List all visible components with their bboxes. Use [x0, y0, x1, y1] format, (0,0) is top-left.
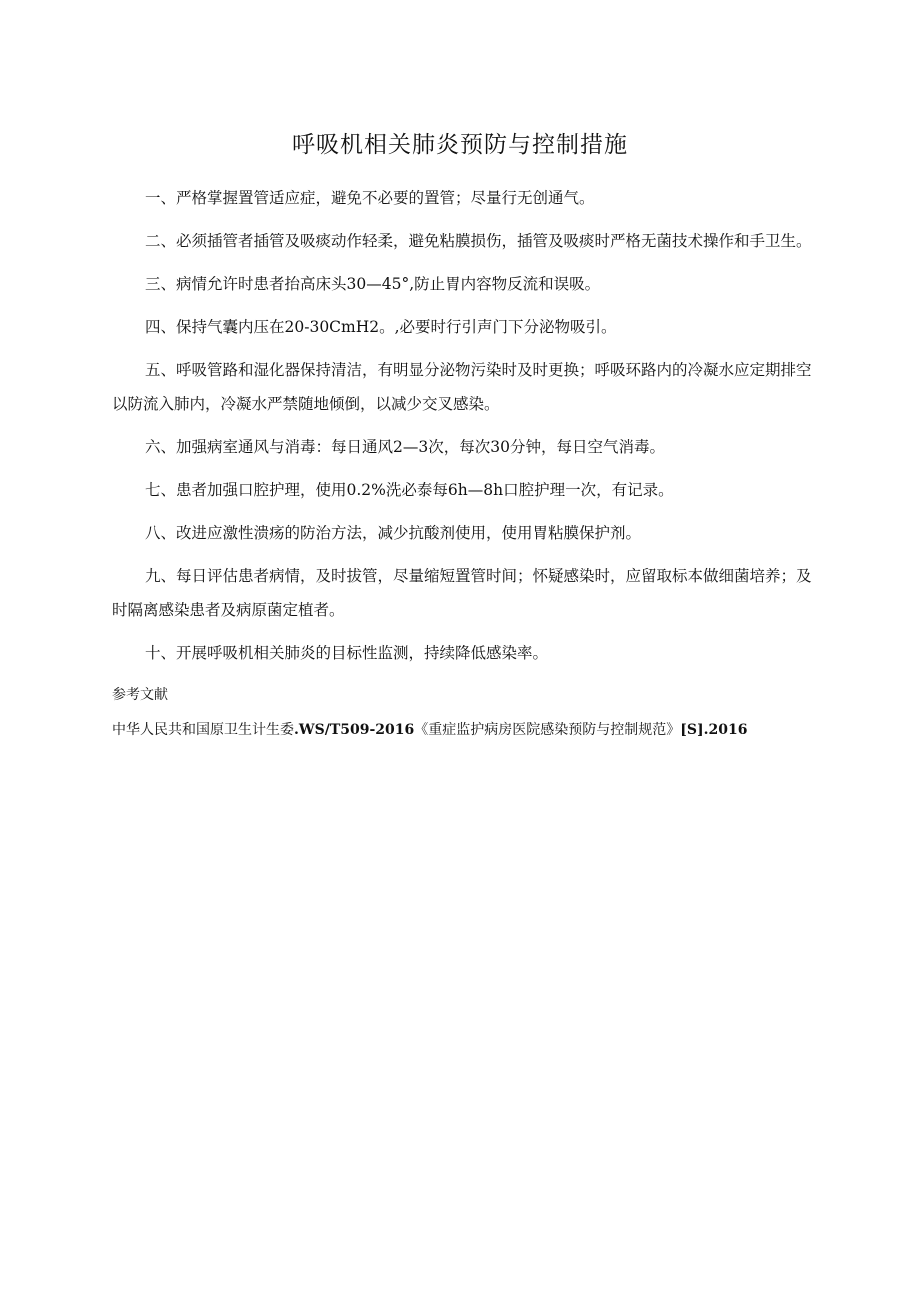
measures-list	[112, 181, 812, 679]
measure-item-5: 五、呼吸管路和湿化器保持清洁，有明显分泌物污染时及时更换；呼吸环路内的冷凝水应定期排空以防流入肺内，冷凝水严禁随地倾倒，以减少交叉感染。	[112, 361, 812, 413]
measure-item-7: 七、患者加强口腔护理，使用0.2%洗必泰每6h—8h口腔护理一次，有记录。	[145, 481, 674, 499]
measure-item-8: 八、改进应激性溃疡的防治方法，减少抗酸剂使用，使用胃粘膜保护剂。	[145, 524, 642, 542]
reference-author: 中华人民共和国原卫生计生委	[112, 722, 294, 738]
measure-item-2: 二、必须插管者插管及吸痰动作轻柔，避免粘膜损伤，插管及吸痰时严格无菌技术操作和手卫生。	[145, 232, 812, 250]
measure-item-3: 三、病情允许时患者抬高床头30—45°,防止胃内容物反流和误吸。	[145, 275, 601, 293]
measure-item-6: 六、加强病室通风与消毒：每日通风2—3次，每次30分钟，每日空气消毒。	[145, 438, 665, 456]
references-section	[112, 684, 832, 741]
measure-item-9: 九、每日评估患者病情，及时拔管，尽量缩短置管时间；怀疑感染时，应留取标本做细菌培养；及时隔离感染患者及病原菌定植者。	[112, 567, 812, 619]
measure-item-4: 四、保持气囊内压在20-30CmH2。,必要时行引声门下分泌物吸引。	[145, 318, 617, 336]
measure-item-10: 十、开展呼吸机相关肺炎的目标性监测，持续降低感染率。	[145, 644, 549, 662]
measure-item-1: 一、严格掌握置管适应症，避免不必要的置管；尽量行无创通气。	[145, 189, 595, 207]
reference-standard-code: .WS/T509-2016	[294, 722, 415, 738]
reference-year: [S].2016	[680, 722, 748, 738]
document-title: 呼吸机相关肺炎预防与控制措施	[292, 132, 628, 158]
reference-title: 《重症监护病房医院感染预防与控制规范》	[414, 722, 681, 738]
references-heading: 参考文献	[112, 687, 168, 703]
reference-entry	[112, 719, 832, 741]
